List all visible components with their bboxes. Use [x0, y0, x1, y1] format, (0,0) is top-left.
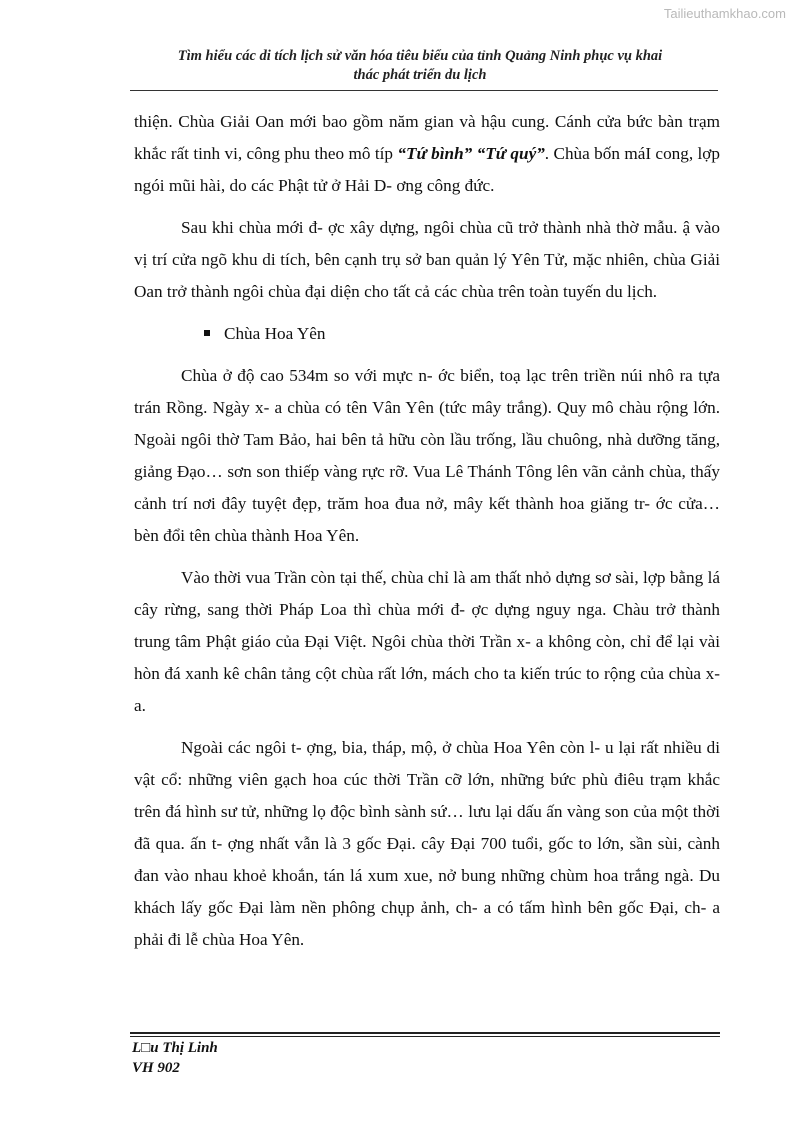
- paragraph-1-text: thiện. Chùa Giải Oan mới bao gồm năm gian và hậu cung. Cánh cửa bức bàn trạm khắc rất tinh vi, công phu theo mô típ: [134, 112, 720, 163]
- footer-author: L□u Thị Linh: [132, 1040, 218, 1056]
- paragraph-5: Ngoài các ngôi t- ợng, bia, tháp, mộ, ở chùa Hoa Yên còn l- u lại rất nhiều di vật cổ: những viên gạch hoa cúc thời Trần cỡ lớn, những bức phù điêu trạm khắc trên đá hình sư tử, những lọ độc bình sành sứ… lưu lại dấu ấn vàng son của một thời đã qua. ấn t- ợng nhất vẫn là 3 gốc Đại. cây Đại 700 tuổi, gốc to lớn, sần sùi, cành đan vào nhau khoẻ khoắn, tán lá xum xue, nở bung những chùm hoa trắng ngà. Du khách lấy gốc Đại làm nền phông chụp ảnh, ch- a có tấm hình bên gốc Đại, ch- a phải đi lễ chùa Hoa Yên.: [134, 738, 720, 949]
- bullet-item: [134, 318, 720, 350]
- paragraph-1: [134, 106, 720, 202]
- document-body: [134, 106, 720, 966]
- bullet-label: Chùa Hoa Yên: [224, 324, 326, 343]
- watermark: Tailieuthamkhao.com: [663, 6, 786, 21]
- paragraph-3: Chùa ở độ cao 534m so với mực n- ớc biển, toạ lạc trên triền núi nhô ra tựa trán Rồng. Ngày x- a chùa có tên Vân Yên (tức mây trắng). Quy mô chàu rộng lớn. Ngoài ngôi thờ Tam Bảo, hai bên tả hữu còn lầu trống, lầu chuông, nhà dưỡng tăng, giảng Đạo… sơn son thiếp vàng rực rỡ. Vua Lê Thánh Tông lên vãn cảnh chùa, thấy cảnh trí nơi đây tuyệt đẹp, trăm hoa đua nở, mây kết thành hoa giăng tr- ớc cửa… bèn đổi tên chùa thành Hoa Yên.: [134, 366, 720, 545]
- footer-class: VH 902: [132, 1060, 180, 1076]
- page-header: [120, 47, 720, 85]
- page-footer: [132, 1038, 218, 1078]
- footer-divider: [130, 1032, 720, 1037]
- paragraph-4: Vào thời vua Trần còn tại thế, chùa chỉ là am thất nhỏ dựng sơ sài, lợp bằng lá cây rừng, sang thời Pháp Loa thì chùa mới đ- ợc dựng nguy nga. Chàu trở thành trung tâm Phật giáo của Đại Việt. Ngôi chùa thời Trần x- a không còn, chỉ để lại vài hòn đá xanh kê chân tảng cột chùa rất lớn, mách cho ta kiến trúc to rộng của chùa x- a.: [134, 568, 720, 715]
- paragraph-1-text-end: . Chùa bốn máI cong, lợp ngói mũi hài, do các Phật tử ở Hải D- ơng công đức.: [134, 144, 720, 195]
- bullet-square-icon: [204, 330, 210, 336]
- header-title-line1: Tìm hiểu các di tích lịch sử văn hóa tiêu biểu của tỉnh Quảng Ninh phục vụ khai: [177, 48, 663, 64]
- emphasis-tu-binh: “Tứ bình”: [397, 144, 473, 163]
- header-title-line2: thác phát triển du lịch: [353, 67, 487, 83]
- emphasis-tu-quy: “Tứ quý”: [476, 144, 545, 163]
- header-divider: [130, 90, 718, 91]
- paragraph-2: Sau khi chùa mới đ- ợc xây dựng, ngôi chùa cũ trở thành nhà thờ mẫu. ậ vào vị trí cửa ngõ khu di tích, bên cạnh trụ sở ban quản lý Yên Tử, mặc nhiên, chùa Giải Oan trở thành ngôi chùa đại diện cho tất cả các chùa trên toàn tuyến du lịch.: [134, 218, 720, 301]
